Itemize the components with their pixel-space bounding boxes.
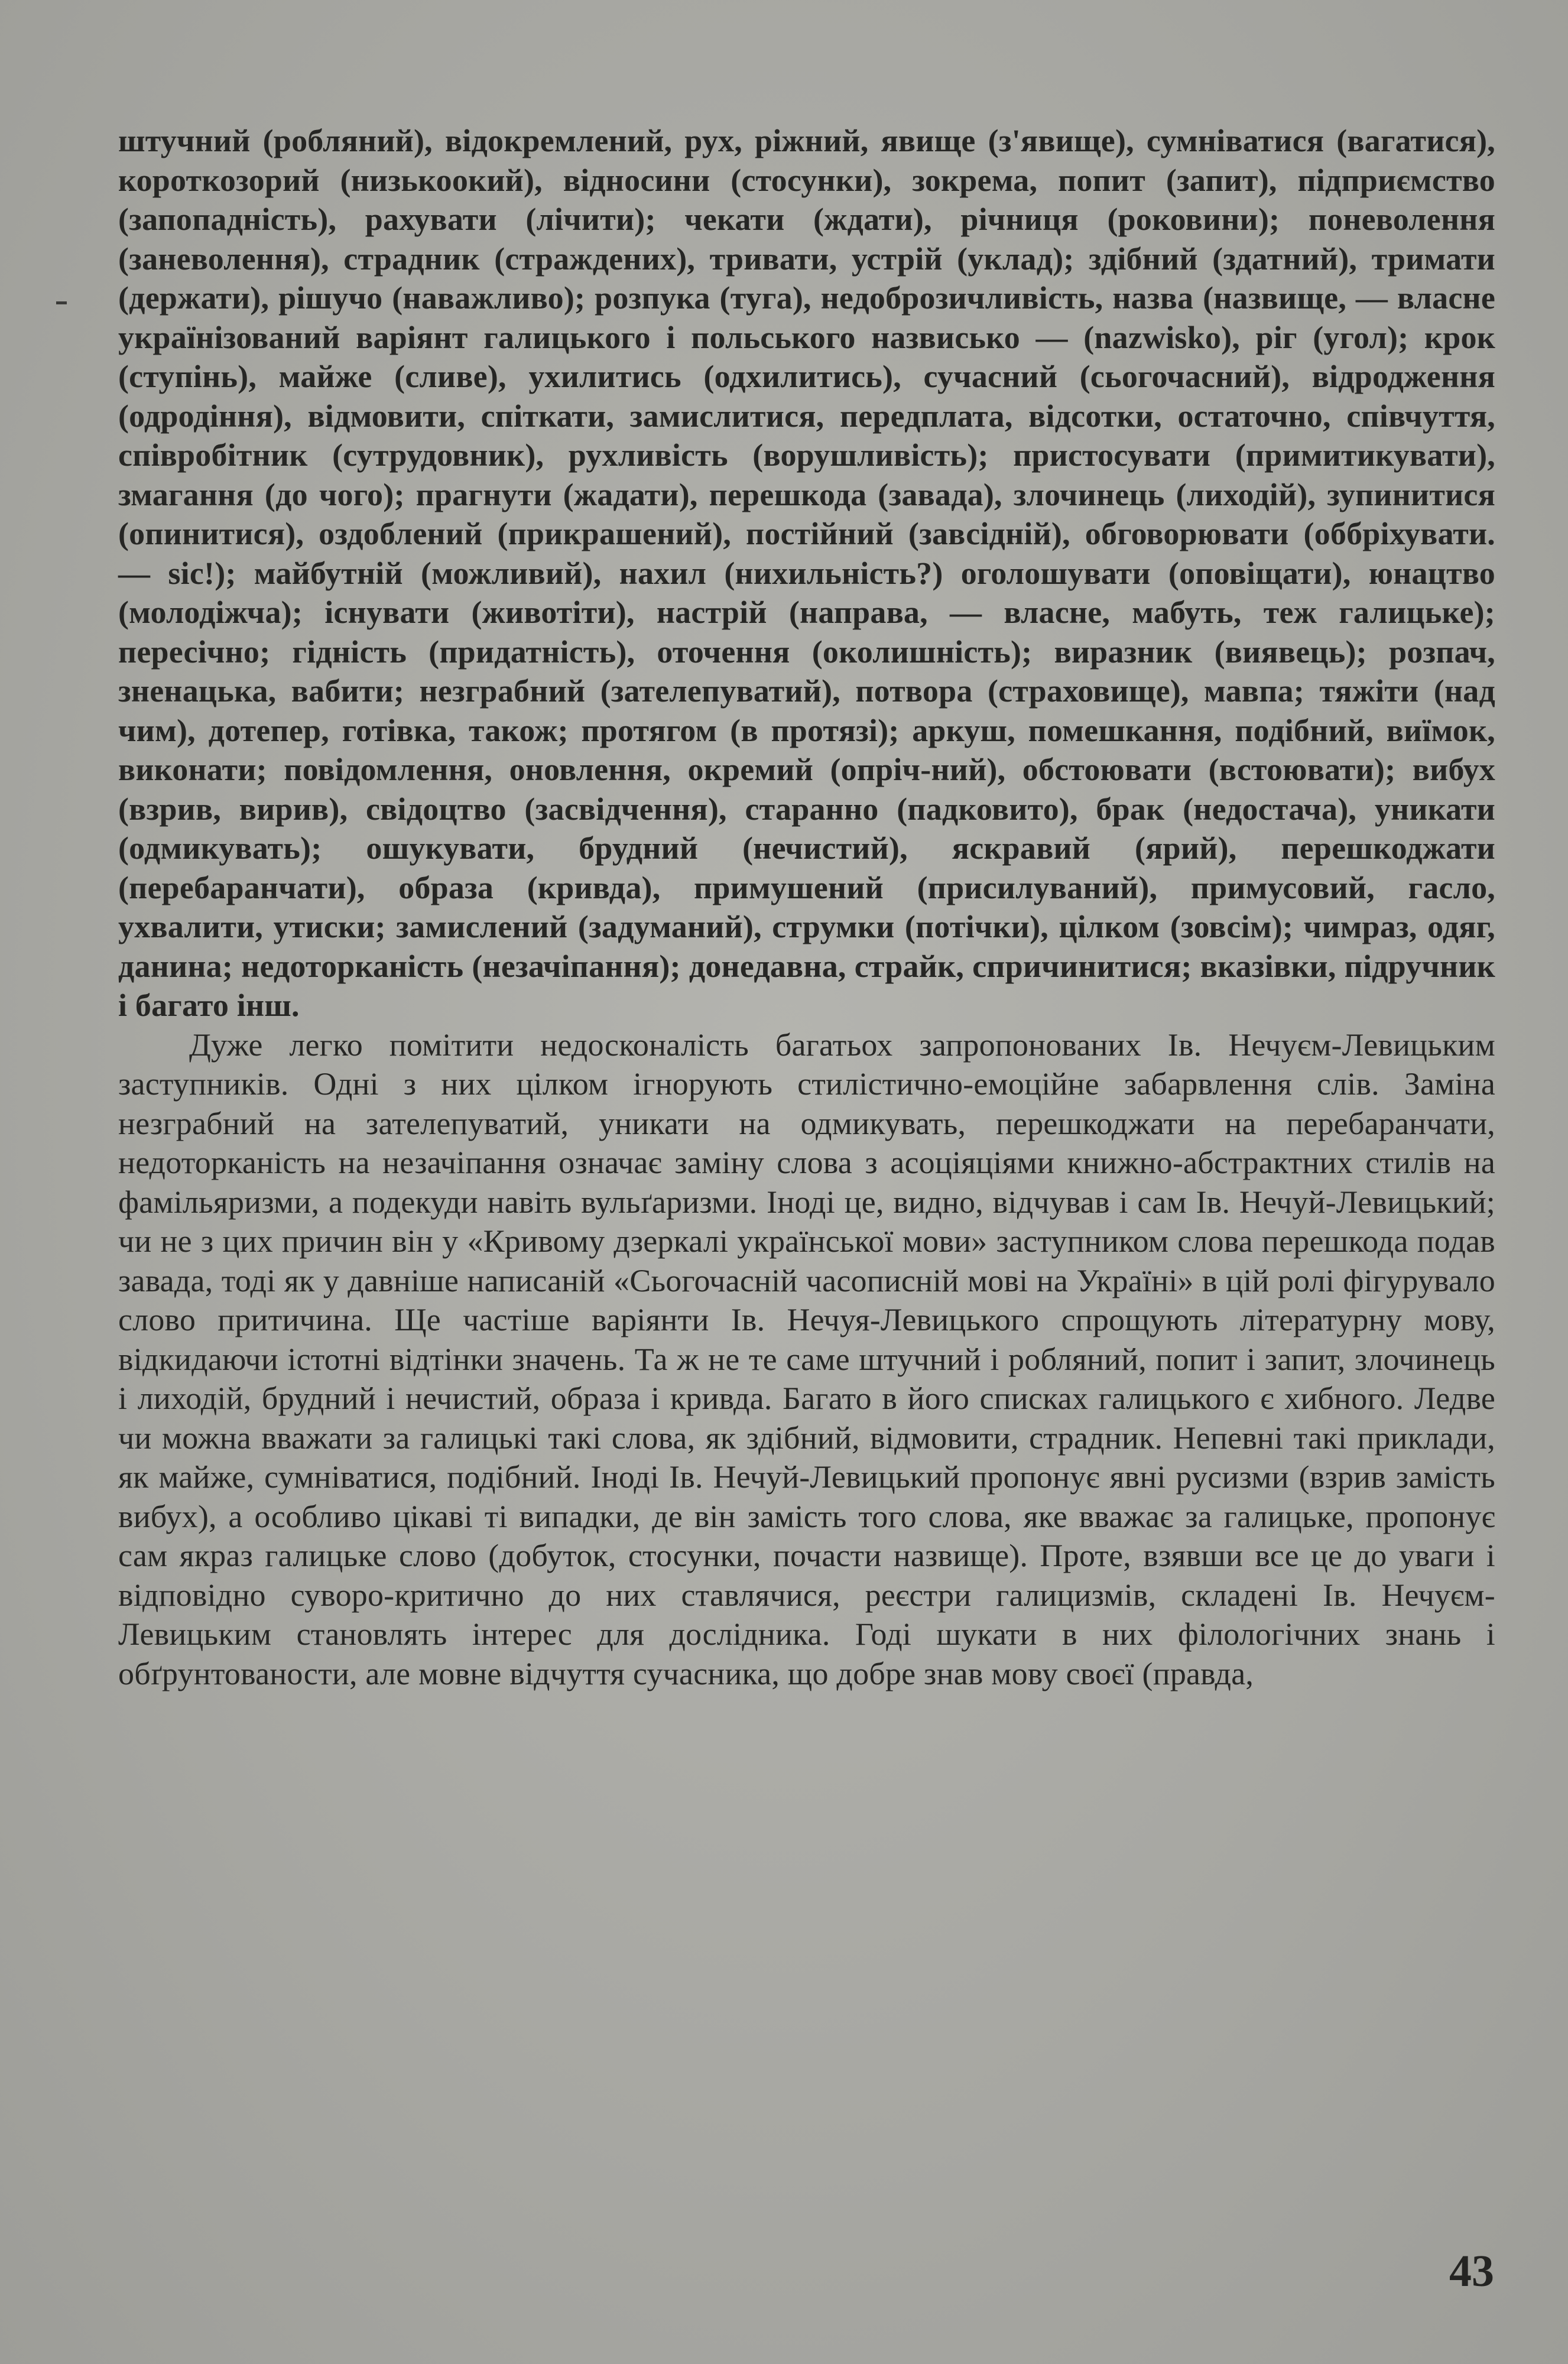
page-body bbox=[118, 121, 1495, 1693]
word-list-paragraph: штучний (робляний), відокремлений, рух, ріжний, явище (з'явище), сумніватися (вагатися), короткозорий (низькоокий), відносини (стосунки), зокрема, попит (запит), підприємство (запопадність), рахувати (лічити); чекати (ждати), річниця (роковини); поневолення (заневолення), страдник (страждених), тривати, устрій (уклад); здібний (здатний), тримати (держати), рішучо (наважливо); розпука (туга), недоброзичливість, назва (назвище, — власне українізований варіянт галицького і польського назвисько — (nazwisko), ріг (угол); крок (ступінь), майже (сливе), ухилитись (одхилитись), сучасний (сьогочасний), відродження (одродіння), відмовити, спіткати, замислитися, передплата, відсотки, остаточно, співчуття, співробітник (сутрудовник), рухливість (ворушливість); пристосувати (примитикувати), змагання (до чого); прагнути (жадати), перешкода (завада), злочинець (лиходій), зупинитися (опинитися), оздоблений (прикрашений), постійний (завсідній), обговорювати (оббріхувати. — sic!); майбутній (можливий), нахил (нихильність?) оголошувати (оповіщати), юнацтво (молодіжча); існувати (животіти), настрій (направа, — власне, мабуть, теж галицьке); пересічно; гідність (придатність), оточення (околишність); виразник (виявець); розпач, зненацька, вабити; незграбний (зателепуватий), потвора (страховище), мавпа; тяжіти (над чим), дотепер, готівка, також; протягом (в протязі); аркуш, помешкання, подібний, виїмок, виконати; повідомлення, оновлення, окремий (опріч-ний), обстоювати (встоювати); вибух (взрив, вирив), свідоцтво (засвідчення), старанно (падковито), брак (недостача), уникати (одмикувать); ошукувати, брудний (нечистий), яскравий (ярий), перешкоджати (перебаранчати), образа (кривда), примушений (присилуваний), примусовий, гасло, ухвалити, утиски; замислений (задуманий), струмки (потічки), цілком (зовсім); чимраз, одяг, данина; недоторканість (незачіпання); донедавна, страйк, спричинитися; вказівки, підручник і багато інш. bbox=[118, 123, 1495, 1023]
commentary-paragraph: Дуже легко помітити недосконалість багатьох запропонованих Ів. Нечуєм-Левицьким заступників. Одні з них цілком ігнорують стилістично-емоційне забарвлення слів. Заміна незграбний на зателепуватий, уникати на одмикувать, перешкоджати на перебаранчати, недоторканість на незачіпання означає заміну слова з асоціяціями книжно-абстрактних стилів на фамільяризми, а подекуди навіть вульґаризми. Іноді це, видно, відчував і сам Ів. Нечуй-Левицький; чи не з цих причин він у «Кривому дзеркалі української мови» заступником слова перешкода подав завада, тоді як у давніше написаній «Сьогочасній часописній мові на Україні» в цій ролі фігурувало слово притичина. Ще частіше варіянти Ів. Нечуя-Левицького спрощують літературну мову, відкидаючи істотні відтінки значень. Та ж не те саме штучний і робляний, попит і запит, злочинець і лиходій, брудний і нечистий, образа і кривда. Багато в його списках галицького є хибного. Ледве чи можна вважати за галицькі такі слова, як здібний, відмовити, страдник. Непевні такі приклади, як майже, сумніватися, подібний. Іноді Ів. Нечуй-Левицький пропонує явні русизми (взрив замість вибух), а особливо цікаві ті випадки, де він замість того слова, яке вважає за галицьке, пропонує сам якраз галицьке слово (добуток, стосунки, почасти назвище). Проте, взявши все це до уваги і відповідно суворо-критично до них ставлячися, реєстри галицизмів, складені Ів. Нечуєм-Левицьким становлять інтерес для дослідника. Годі шукати в них філологічних знань і обґрунтованости, але мовне відчуття сучасника, що добре знав мову своєї (правда, bbox=[118, 1027, 1495, 1691]
margin-mark bbox=[56, 301, 67, 304]
page-number: 43 bbox=[1449, 2246, 1494, 2296]
